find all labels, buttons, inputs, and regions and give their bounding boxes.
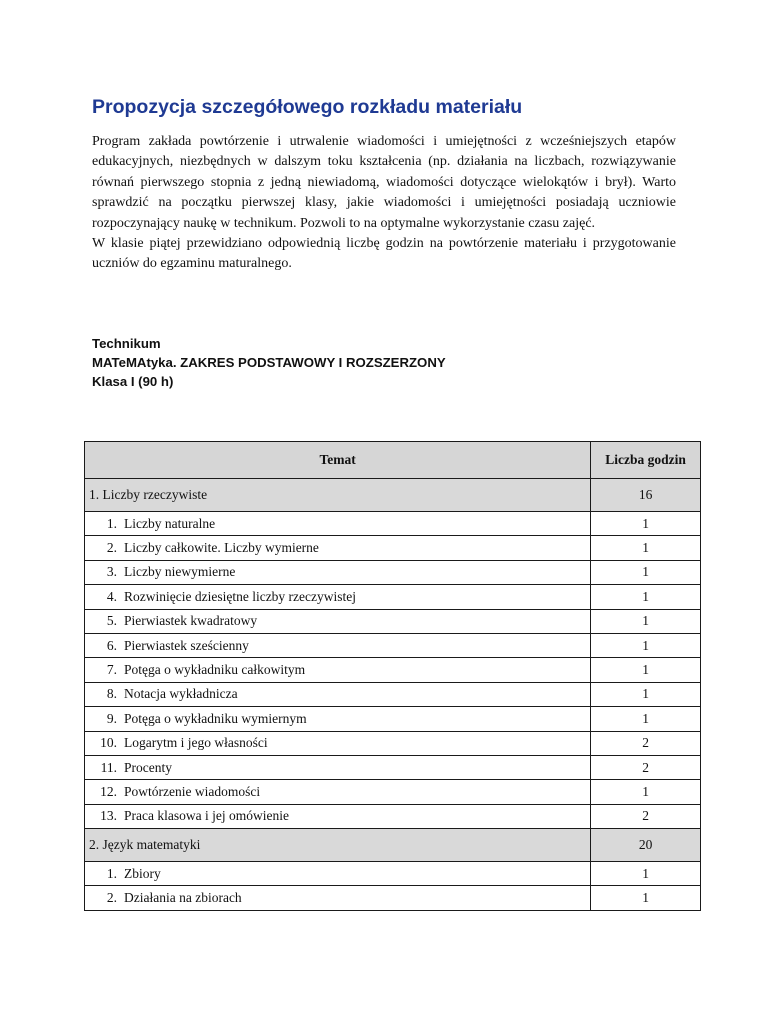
item-label: Działania na zbiorach xyxy=(124,890,242,906)
item-hours: 1 xyxy=(591,633,701,657)
topic-cell xyxy=(85,658,591,682)
item-hours: 1 xyxy=(591,682,701,706)
item-label: Notacja wykładnicza xyxy=(124,686,238,702)
intro-text xyxy=(92,132,676,275)
item-number: 8. xyxy=(106,686,117,702)
item-hours: 2 xyxy=(591,731,701,755)
topic-cell xyxy=(85,804,591,828)
group-label: 1. Liczby rzeczywiste xyxy=(85,479,591,512)
topic-cell xyxy=(85,633,591,657)
item-number: 1. xyxy=(106,865,117,881)
table-row xyxy=(85,755,701,779)
item-hours: 1 xyxy=(591,609,701,633)
item-hours: 1 xyxy=(591,780,701,804)
table-row xyxy=(85,512,701,536)
table-row xyxy=(85,780,701,804)
table-row xyxy=(85,804,701,828)
item-label: Logarytm i jego własności xyxy=(124,735,268,751)
topic-cell xyxy=(85,585,591,609)
table-row xyxy=(85,609,701,633)
item-number: 7. xyxy=(106,662,117,678)
item-hours: 1 xyxy=(591,536,701,560)
item-number: 3. xyxy=(106,564,117,580)
group-label: 2. Język matematyki xyxy=(85,829,591,862)
topic-cell xyxy=(85,707,591,731)
item-hours: 2 xyxy=(591,755,701,779)
item-label: Pierwiastek sześcienny xyxy=(124,637,249,653)
topic-cell xyxy=(85,886,591,910)
item-number: 12. xyxy=(100,783,117,799)
item-number: 2. xyxy=(106,540,117,556)
topic-cell xyxy=(85,755,591,779)
item-number: 1. xyxy=(106,515,117,531)
table-row xyxy=(85,585,701,609)
school-type: Technikum xyxy=(92,336,161,351)
topic-cell xyxy=(85,682,591,706)
header-hours: Liczba godzin xyxy=(591,442,701,479)
topic-cell xyxy=(85,609,591,633)
item-hours: 1 xyxy=(591,658,701,682)
table-row xyxy=(85,707,701,731)
item-label: Powtórzenie wiadomości xyxy=(124,783,261,799)
item-hours: 1 xyxy=(591,512,701,536)
item-hours: 2 xyxy=(591,804,701,828)
table-row xyxy=(85,536,701,560)
item-number: 13. xyxy=(100,808,117,824)
header-topic: Temat xyxy=(85,442,591,479)
item-label: Liczby naturalne xyxy=(124,515,216,531)
topic-cell xyxy=(85,731,591,755)
group-hours: 20 xyxy=(591,829,701,862)
topic-cell xyxy=(85,560,591,584)
item-number: 4. xyxy=(106,588,117,604)
item-number: 6. xyxy=(106,637,117,653)
item-label: Liczby niewymierne xyxy=(124,564,236,580)
item-label: Procenty xyxy=(124,759,172,775)
table-row xyxy=(85,731,701,755)
topic-cell xyxy=(85,536,591,560)
table-row xyxy=(85,560,701,584)
item-hours: 1 xyxy=(591,560,701,584)
table-row xyxy=(85,633,701,657)
table-row xyxy=(85,886,701,910)
table-row xyxy=(85,682,701,706)
item-label: Rozwinięcie dziesiętne liczby rzeczywistej xyxy=(124,588,357,604)
page-title: Propozycja szczegółowego rozkładu materiału xyxy=(92,96,523,118)
subject-title: MATeMAtyka. ZAKRES PODSTAWOWY I ROZSZERZONY xyxy=(92,355,446,370)
table-row xyxy=(85,658,701,682)
group-row xyxy=(85,829,701,862)
section-header xyxy=(92,334,446,391)
table-body xyxy=(85,479,701,911)
item-label: Pierwiastek kwadratowy xyxy=(124,613,258,629)
table-header-row xyxy=(85,442,701,479)
item-hours: 1 xyxy=(591,707,701,731)
class-label: Klasa I (90 h) xyxy=(92,374,174,389)
item-label: Praca klasowa i jej omówienie xyxy=(124,808,289,824)
group-hours: 16 xyxy=(591,479,701,512)
intro-paragraph: Program zakłada powtórzenie i utrwalenie wiadomości i umiejętności z wcześniejszych etapów edukacyjnych, niezbędnych w dalszym toku kształcenia (np. działania na liczbach, rozwiązywanie równań pierwszego stopnia z jedną niewiadomą, wiadomości dotyczące wielokątów i brył). Warto sprawdzić na początku pierwszej klasy, jakie wiadomości i umiejętności posiadają uczniowie rozpoczynający naukę w technikum. Pozwoli to na optymalne wykorzystanie czasu zajęć. xyxy=(92,134,676,231)
schedule-table xyxy=(84,441,701,911)
item-label: Potęga o wykładniku wymiernym xyxy=(124,710,307,726)
item-number: 2. xyxy=(106,890,117,906)
item-hours: 1 xyxy=(591,862,701,886)
item-label: Liczby całkowite. Liczby wymierne xyxy=(124,540,319,556)
group-row xyxy=(85,479,701,512)
intro-paragraph: W klasie piątej przewidziano odpowiednią liczbę godzin na powtórzenie materiału i przygotowanie uczniów do egzaminu maturalnego. xyxy=(92,236,676,272)
item-hours: 1 xyxy=(591,886,701,910)
table-row xyxy=(85,862,701,886)
topic-cell xyxy=(85,862,591,886)
topic-cell xyxy=(85,780,591,804)
item-hours: 1 xyxy=(591,585,701,609)
item-number: 5. xyxy=(106,613,117,629)
item-number: 9. xyxy=(106,710,117,726)
item-number: 11. xyxy=(100,759,117,775)
item-label: Zbiory xyxy=(124,865,161,881)
item-label: Potęga o wykładniku całkowitym xyxy=(124,662,306,678)
topic-cell xyxy=(85,512,591,536)
item-number: 10. xyxy=(100,735,117,751)
